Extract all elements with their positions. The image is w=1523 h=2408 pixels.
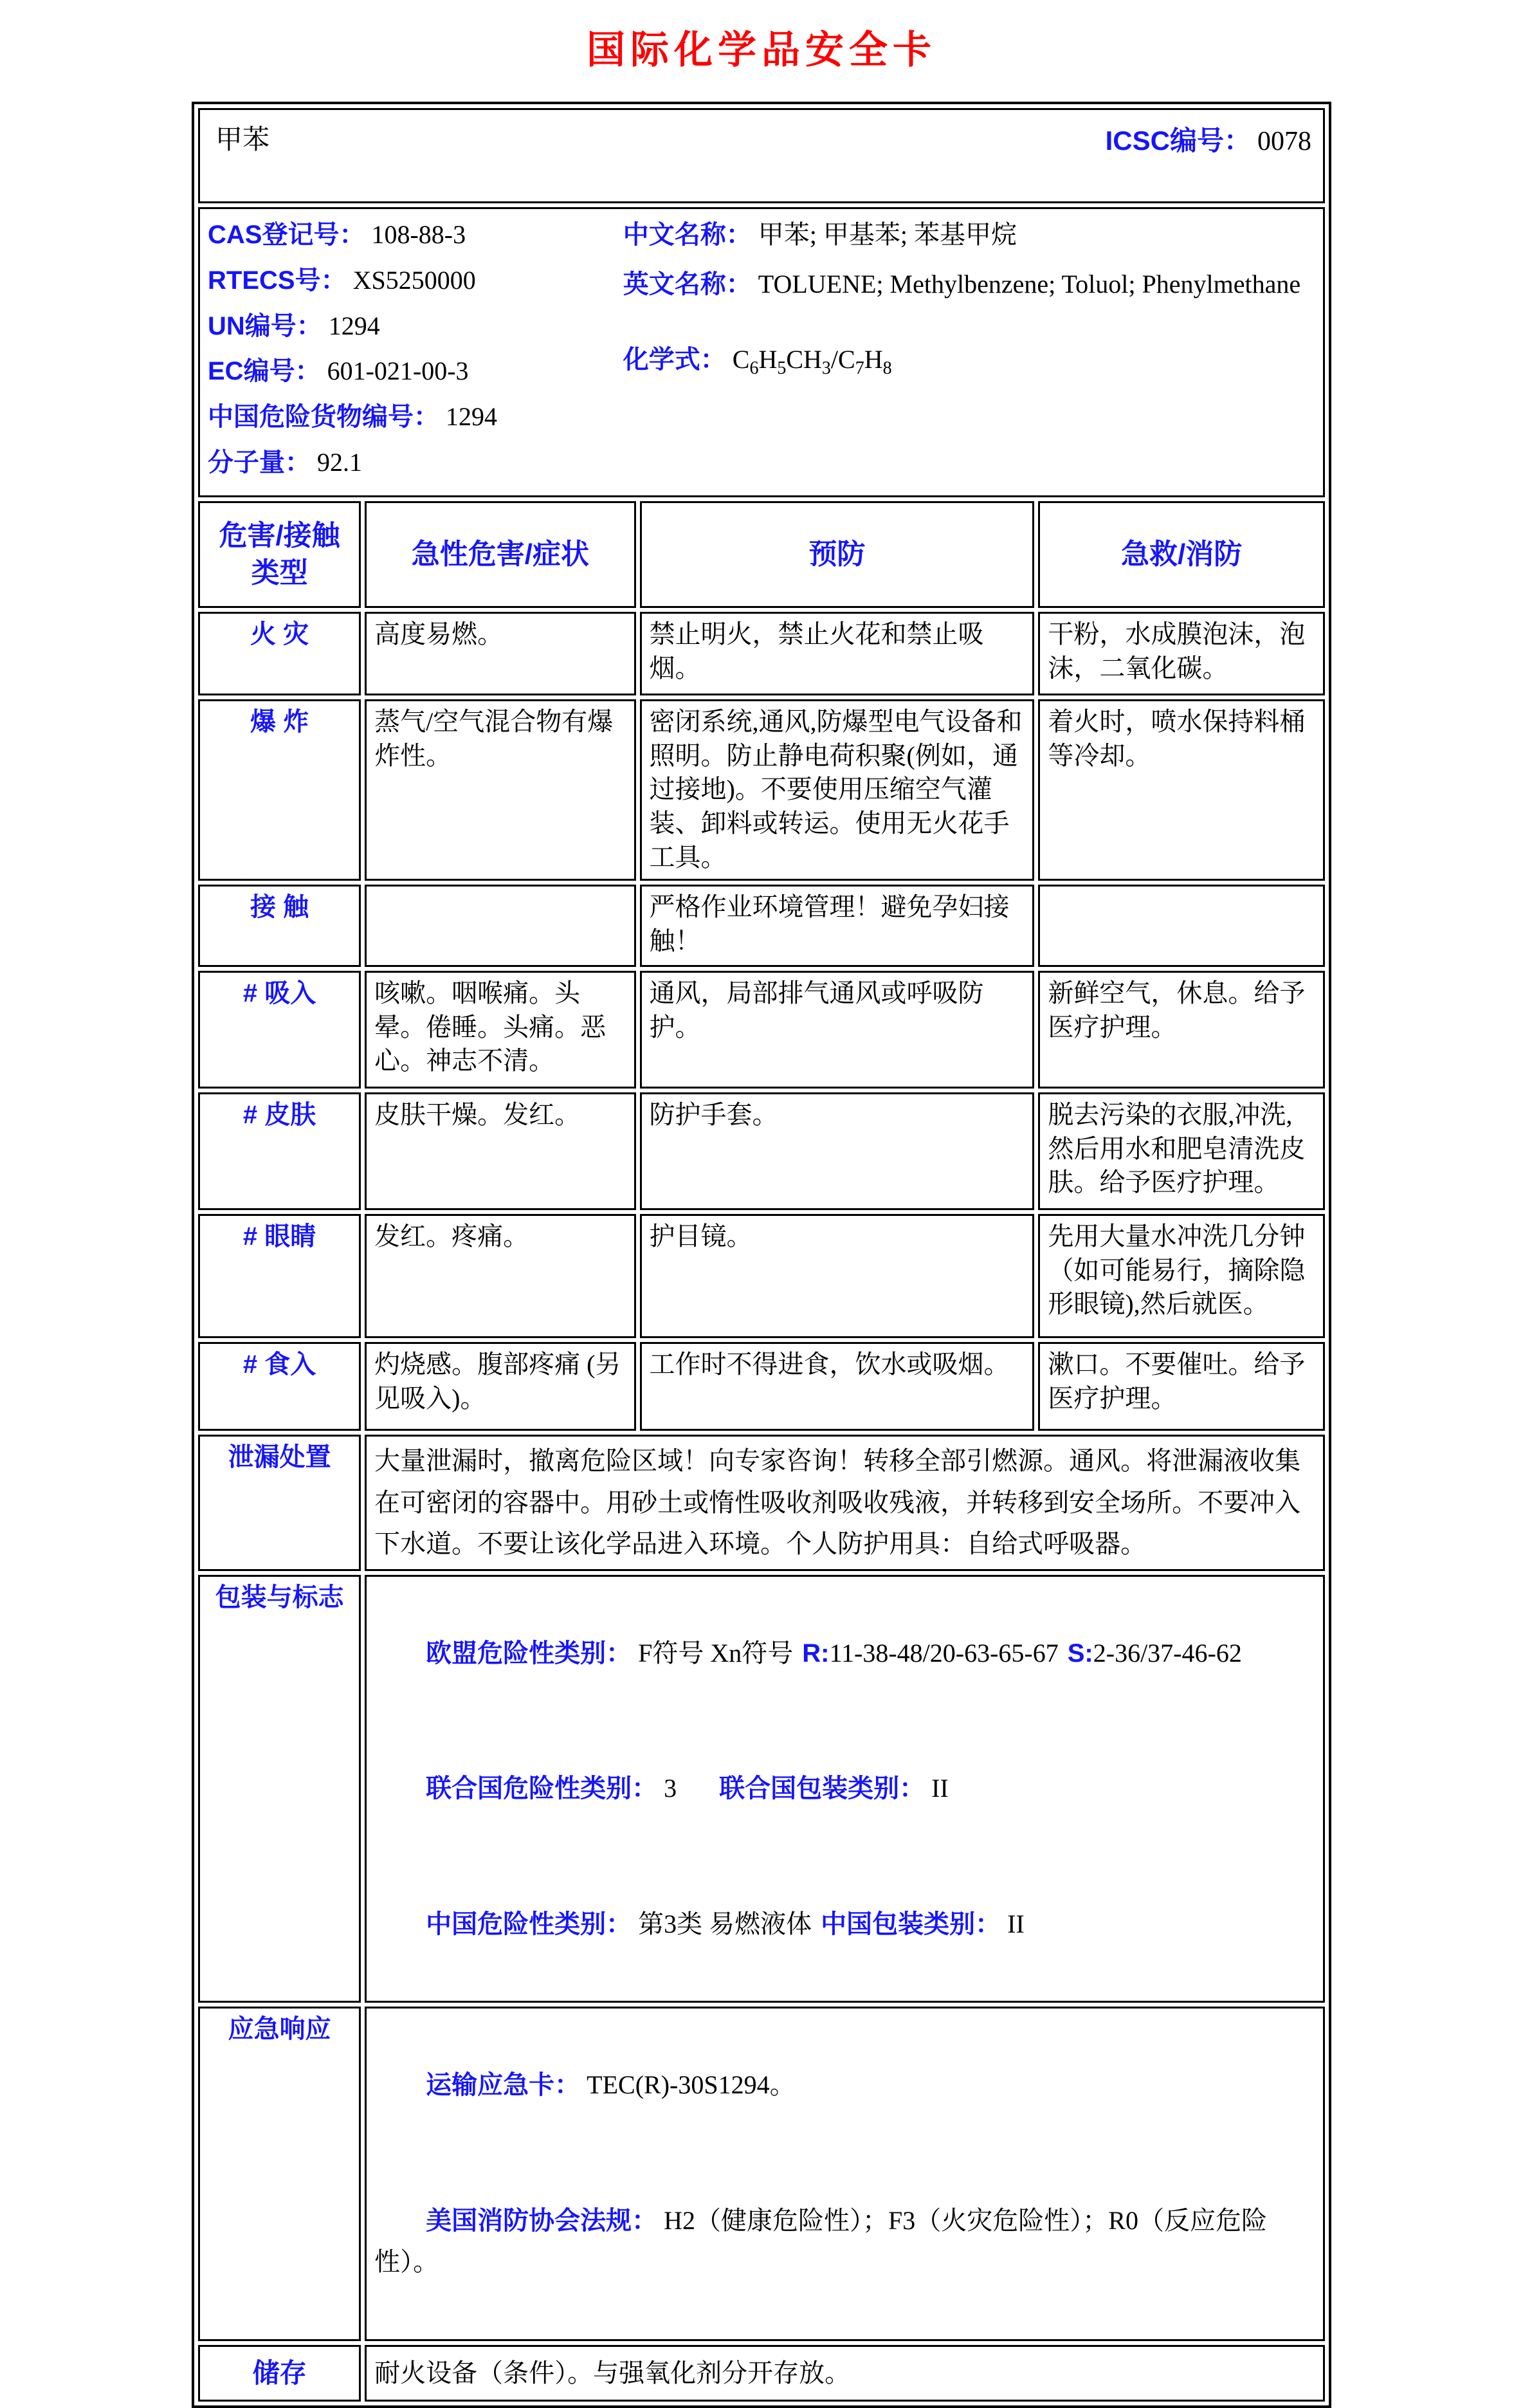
hazard-row-skin	[198, 1092, 1325, 1210]
identifiers-left-column	[208, 213, 623, 492]
un-class-line	[374, 1727, 1315, 1852]
nfpa-code-label: 美国消防协会法规：	[426, 2206, 658, 2235]
transport-emergency-card-value: TEC(R)-30S1294。	[587, 2070, 796, 2100]
inhalation-category: # 吸入	[198, 971, 361, 1089]
transport-emergency-card-line	[374, 2023, 1315, 2147]
contact-firstaid	[1038, 885, 1325, 967]
contact-symptoms	[365, 885, 635, 967]
fire-prevention: 禁止明火，禁止火花和禁止吸烟。	[640, 612, 1035, 695]
explosion-prevention: 密闭系统,通风,防爆型电气设备和照明。防止静电荷积聚(例如，通过接地)。不要使用压缩空气灌装、卸料或转运。使用无火花手工具。	[640, 699, 1035, 881]
molecular-weight	[208, 446, 623, 480]
skin-category: # 皮肤	[198, 1092, 361, 1210]
fire-category: 火 灾	[198, 612, 361, 695]
ingestion-category: # 食入	[198, 1342, 361, 1431]
un-label: UN编号：	[208, 311, 322, 340]
chinese-name-value: 甲苯; 甲基苯; 苯基甲烷	[758, 220, 1017, 249]
explosion-firstaid: 着火时，喷水保持料桶等冷却。	[1038, 699, 1325, 881]
storage-category: 储存	[198, 2345, 361, 2402]
s-phrases-label: S:	[1067, 1639, 1093, 1668]
r-phrases-label: R:	[802, 1639, 830, 1668]
packaging-category: 包装与标志	[198, 1575, 361, 2003]
molecular-weight-label: 分子量：	[208, 448, 311, 477]
hazard-row-eyes	[198, 1214, 1325, 1338]
ingestion-prevention: 工作时不得进食，饮水或吸烟。	[640, 1342, 1035, 1431]
eyes-category: # 眼睛	[198, 1214, 361, 1338]
hazard-header-symptoms: 急性危害/症状	[365, 501, 635, 608]
un-number	[208, 309, 623, 344]
r-phrases-value: 11-38-48/20-63-65-67	[829, 1638, 1059, 1668]
fire-firstaid: 干粉，水成膜泡沫，泡沫，二氧化碳。	[1038, 612, 1325, 695]
inhalation-firstaid: 新鲜空气，休息。给予医疗护理。	[1038, 971, 1325, 1089]
spill-text: 大量泄漏时，撤离危险区域！向专家咨询！转移全部引燃源。通风。将泄漏液收集在可密闭的容器中。用砂土或惰性吸收剂吸收残液，并转移到安全场所。不要冲入下水道。不要让该化学品进入环境。个人防护用具：自给式呼吸器。	[374, 1446, 1301, 1559]
cn-packing-group-label: 中国包装类别：	[821, 1909, 1001, 1938]
identifiers-right-column	[623, 213, 1315, 492]
chemical-formula	[623, 343, 1315, 381]
ec-label: EC编号：	[208, 357, 321, 386]
hazard-header-row	[198, 501, 1325, 608]
chinese-name	[623, 218, 1315, 252]
nfpa-code-line	[374, 2158, 1315, 2325]
china-dg-label: 中国危险货物编号：	[208, 403, 439, 432]
ec-value: 601-021-00-3	[327, 356, 469, 386]
english-name-value: TOLUENE; Methylbenzene; Toluol; Phenylmethane	[758, 269, 1301, 299]
eu-hazard-class-value: F符号 Xn符号	[638, 1638, 794, 1668]
identifiers-row	[198, 207, 1325, 497]
cn-hazard-class-label: 中国危险性类别：	[426, 1909, 632, 1938]
cas-label: CAS登记号：	[208, 221, 365, 249]
transport-emergency-card-label: 运输应急卡：	[426, 2071, 581, 2100]
spill-category: 泄漏处置	[198, 1435, 361, 1571]
rtecs-value: XS5250000	[352, 265, 476, 295]
cn-class-line	[374, 1862, 1315, 1987]
skin-prevention: 防护手套。	[640, 1092, 1035, 1210]
chemical-formula-label: 化学式：	[623, 345, 726, 374]
rtecs-number	[208, 264, 623, 298]
nfpa-code-value: H2（健康危险性）；F3（火灾危险性）；R0（反应危险性）。	[374, 2205, 1267, 2277]
emergency-row	[198, 2007, 1325, 2341]
un-value: 1294	[328, 311, 380, 340]
storage-content: 耐火设备（条件）。与强氧化剂分开存放。	[365, 2345, 1325, 2402]
hazard-header-firstaid: 急救/消防	[1038, 501, 1325, 608]
english-name-label: 英文名称：	[623, 270, 752, 299]
hazard-header-prevention: 预防	[640, 501, 1035, 608]
contact-prevention: 严格作业环境管理！避免孕妇接触！	[640, 885, 1035, 967]
eu-hazard-class-label: 欧盟危险性类别：	[426, 1639, 632, 1668]
cn-hazard-class-value: 第3类 易燃液体	[638, 1909, 812, 1938]
cas-value: 108-88-3	[371, 220, 466, 249]
emergency-content	[365, 2007, 1325, 2341]
china-dangerous-goods-number	[208, 400, 623, 434]
packaging-row	[198, 1575, 1325, 2003]
un-packing-group-label: 联合国包装类别：	[719, 1774, 926, 1803]
icsc-number	[1106, 123, 1315, 160]
skin-firstaid: 脱去污染的衣服,冲洗,然后用水和肥皂清洗皮肤。给予医疗护理。	[1038, 1092, 1325, 1210]
un-hazard-class-value: 3	[664, 1774, 677, 1803]
icsc-number-label: ICSC编号：	[1105, 125, 1251, 156]
ingestion-firstaid: 漱口。不要催吐。给予医疗护理。	[1038, 1342, 1325, 1431]
storage-row	[198, 2345, 1325, 2402]
fire-symptoms: 高度易燃。	[365, 612, 635, 695]
inhalation-symptoms: 咳嗽。咽喉痛。头晕。倦睡。头痛。恶心。神志不清。	[365, 971, 635, 1089]
contact-category: 接 触	[198, 885, 361, 967]
explosion-symptoms: 蒸气/空气混合物有爆炸性。	[365, 699, 635, 881]
skin-symptoms: 皮肤干燥。发红。	[365, 1092, 635, 1210]
s-phrases-value: 2-36/37-46-62	[1093, 1638, 1242, 1668]
chinese-name-label: 中文名称：	[623, 221, 752, 249]
hazard-row-fire	[198, 612, 1325, 695]
hazard-row-ingestion	[198, 1342, 1325, 1431]
emergency-category: 应急响应	[198, 2007, 361, 2341]
un-hazard-class-label: 联合国危险性类别：	[426, 1774, 658, 1803]
hazard-row-contact	[198, 885, 1325, 967]
card-title-row	[198, 108, 1325, 203]
eyes-symptoms: 发红。疼痛。	[365, 1214, 635, 1338]
english-name	[623, 268, 1315, 302]
hazard-row-inhalation	[198, 971, 1325, 1089]
china-dg-value: 1294	[446, 402, 497, 432]
inhalation-prevention: 通风，局部排气通风或呼吸防护。	[640, 971, 1035, 1089]
rtecs-label: RTECS号：	[208, 266, 347, 295]
cas-number	[208, 218, 623, 252]
chemical-formula-value: $C_6H_5CH_3/C_7H_8$	[732, 344, 892, 378]
eu-hazard-class-line	[374, 1591, 1315, 1716]
explosion-category: 爆 炸	[198, 699, 361, 881]
molecular-weight-value: 92.1	[317, 447, 362, 477]
hazard-header-type: 危害/接触 类型	[198, 501, 361, 608]
eyes-prevention: 护目镜。	[640, 1214, 1035, 1338]
eyes-firstaid: 先用大量水冲洗几分钟（如可能易行，摘除隐形眼镜),然后就医。	[1038, 1214, 1325, 1338]
ingestion-symptoms: 灼烧感。腹部疼痛 (另见吸入)。	[365, 1342, 635, 1431]
hazard-row-explosion	[198, 699, 1325, 881]
substance-name: 甲苯	[215, 125, 270, 155]
identifiers-cell	[198, 207, 1325, 497]
spill-row	[198, 1435, 1325, 1571]
packaging-content	[365, 1575, 1325, 2003]
ec-number	[208, 354, 623, 389]
icsc-card-table	[192, 102, 1331, 2408]
spill-content	[365, 1435, 1325, 1571]
cn-packing-group-value: II	[1007, 1909, 1025, 1938]
card-title-cell	[198, 108, 1325, 203]
page-title: 国际化学品安全卡	[587, 28, 936, 71]
un-packing-group-value: II	[931, 1774, 949, 1803]
icsc-number-value: 0078	[1257, 127, 1311, 156]
